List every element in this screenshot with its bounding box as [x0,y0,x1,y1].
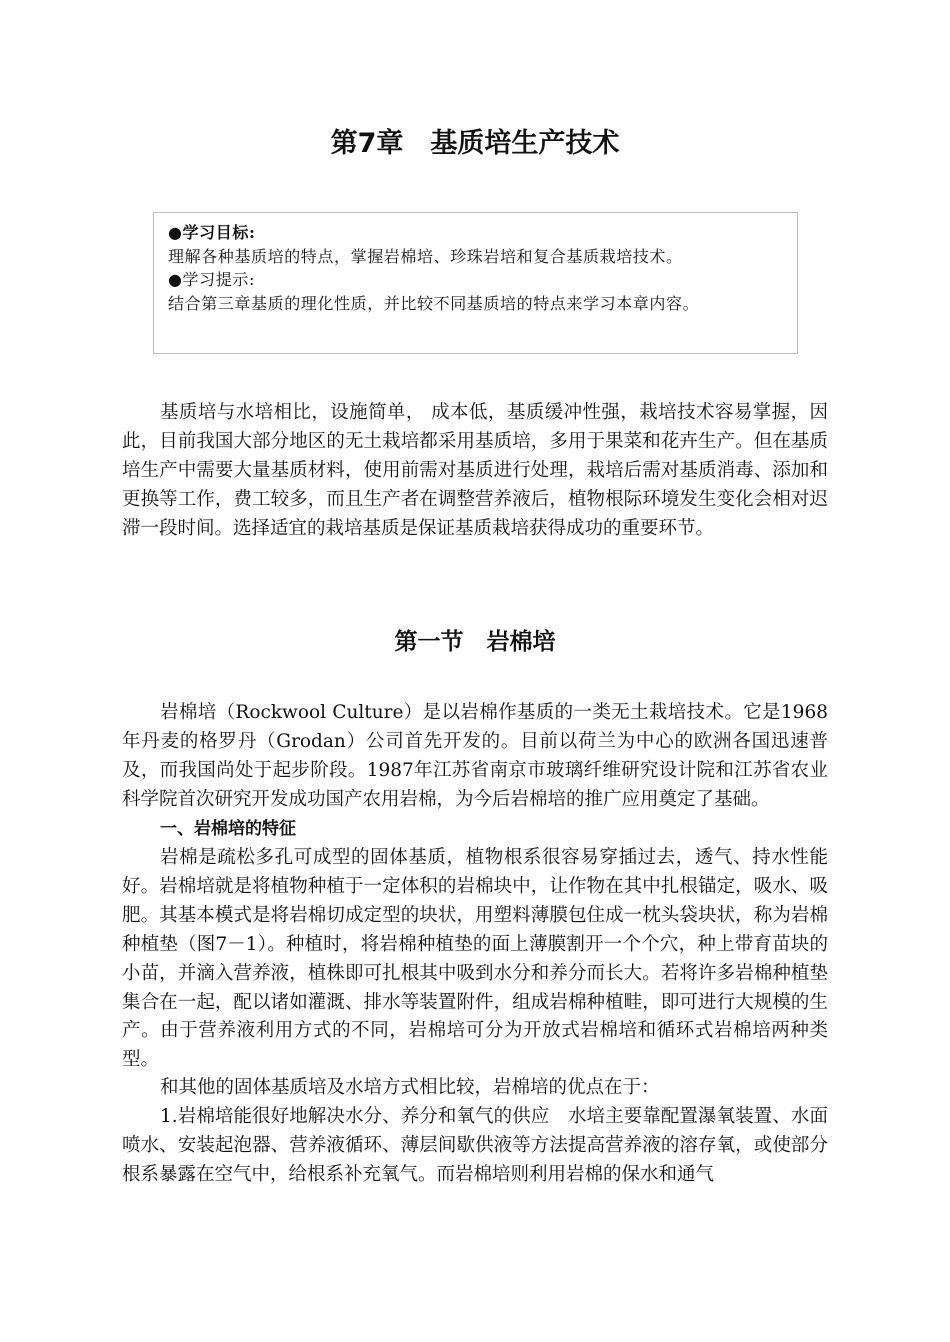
learning-hint-heading: ●学习提示: [168,270,255,289]
section-intro-paragraph: 岩棉培（Rockwool Culture）是以岩棉作基质的一类无土栽培技术。它是1968年丹麦的格罗丹（Grodan）公司首先开发的。目前以荷兰为中心的欧洲各国迅速普及，而我国尚处于起步阶段。1987年江苏省南京市玻璃纤维研究设计院和江苏省农业科学院首次研究开发成功国产农用岩棉，为今后岩棉培的推广应用奠定了基础。 [122,702,828,810]
learning-hint-text: 结合第三章基质的理化性质，并比较不同基质培的特点来学习本章内容。 [168,293,700,313]
section-title: 第一节 岩棉培 [394,629,556,655]
advantage-1-paragraph: 1.岩棉培能很好地解决水分、养分和氧气的供应 水培主要靠配置瀑氧装置、水面喷水、安装起泡器、营养液循环、薄层间歇供液等方法提高营养液的溶存氧，或使部分根系暴露在空气中，给根系补充氧气。而岩棉培则利用岩棉的保水和通气 [122,1106,828,1185]
subsection-heading: 一、岩棉培的特征 [160,819,296,839]
chapter-title: 第7章 基质培生产技术 [330,128,620,159]
learning-goal-heading: ●学习目标: [168,223,256,242]
intro-paragraph: 基质培与水培相比，设施简单， 成本低，基质缓冲性强，栽培技术容易掌握，因此，目前我国大部分地区的无土栽培都采用基质培，多用于果菜和花卉生产。但在基质培生产中需要大量基质材料，使用前需对基质进行处理，栽培后需对基质消毒、添加和更换等工作，费工较多，而且生产者在调整营养液后，植物根际环境发生变化会相对迟滞一段时间。选择适宜的栽培基质是保证基质栽培获得成功的重要环节。 [122,402,828,539]
learning-goal-text: 理解各种基质培的特点，掌握岩棉培、珍珠岩培和复合基质栽培技术。 [168,246,683,266]
comparison-paragraph: 和其他的固体基质培及水培方式相比较，岩棉培的优点在于： [160,1077,660,1098]
learning-objectives-box [153,212,798,354]
features-paragraph: 岩棉是疏松多孔可成型的固体基质，植物根系很容易穿插过去，透气、持水性能好。岩棉培就是将植物种植于一定体积的岩棉块中，让作物在其中扎根锚定，吸水、吸肥。其基本模式是将岩棉切成定型的块状，用塑料薄膜包住成一枕头袋块状，称为岩棉种植垫（图7－1）。种植时，将岩棉种植垫的面上薄膜割开一个个穴，种上带育苗块的小苗，并滴入营养液，植株即可扎根其中吸到水分和养分而长大。若将许多岩棉种植垫集合在一起，配以诸如灌溉、排水等装置附件，组成岩棉种植畦，即可进行大规模的生产。由于营养液利用方式的不同，岩棉培可分为开放式岩棉培和循环式岩棉培两种类型。 [122,847,828,1071]
